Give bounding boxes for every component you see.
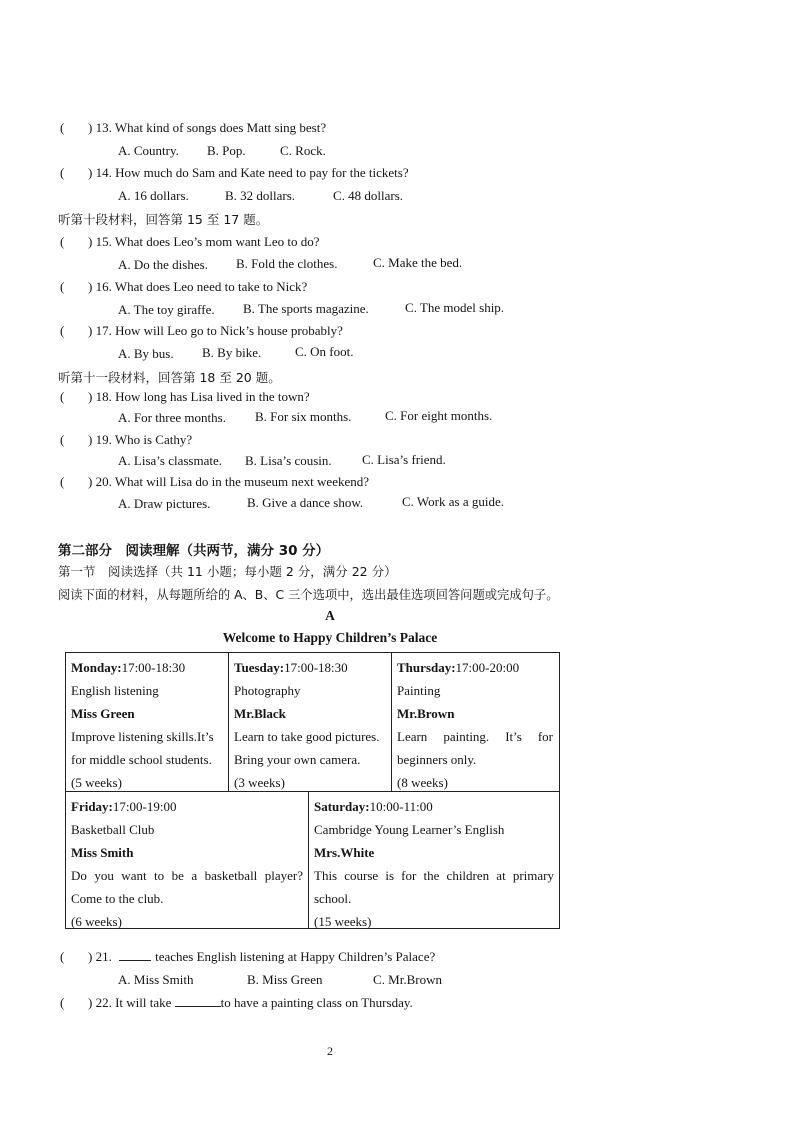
question-text: teaches English listening at Happy Children’s Palace?: [155, 949, 436, 964]
thursday-cell: [392, 653, 558, 791]
course-description: Bring your own camera.: [234, 752, 361, 767]
question-text: How long has Lisa lived in the town?: [115, 389, 310, 404]
question-number: 21.: [95, 949, 112, 964]
tuesday-cell: [229, 653, 391, 791]
course-description: This course is for the children at primary: [314, 868, 554, 883]
option-b: B. Fold the clothes.: [236, 256, 338, 271]
question-text: What does Leo’s mom want Leo to do?: [114, 234, 320, 249]
option-c: C. 48 dollars.: [333, 188, 404, 203]
option-b: B. 32 dollars.: [225, 188, 296, 203]
course-name: Basketball Club: [71, 822, 155, 837]
course-name: Photography: [234, 683, 301, 698]
course-name: Cambridge Young Learner’s English: [314, 822, 505, 837]
option-a: A. By bus.: [118, 346, 174, 361]
instruction-passage-11: 听第十一段材料，回答第 18 至 20 题。: [58, 370, 281, 385]
course-description: Learn painting. It’s for: [397, 729, 553, 744]
answer-paren-open: (: [60, 234, 65, 249]
option-a: A. Draw pictures.: [118, 496, 211, 511]
option-c: C. Lisa’s friend.: [362, 452, 446, 467]
answer-paren-close: ): [88, 474, 93, 489]
answer-blank[interactable]: [175, 1006, 221, 1007]
answer-paren-open: (: [60, 949, 65, 964]
friday-cell: [66, 792, 308, 928]
reading-instruction: 阅读下面的材料，从每题所给的 A、B、C 三个选项中，选出最佳选项回答问题或完成句子。: [58, 588, 559, 602]
course-description: beginners only.: [397, 752, 477, 767]
course-duration: (8 weeks): [397, 775, 448, 790]
question-14: [60, 165, 409, 181]
option-a: A. Do the dishes.: [118, 257, 208, 272]
option-b: B. By bike.: [202, 345, 262, 360]
timetable-row-2: [65, 791, 560, 929]
teacher-name: Mrs.White: [314, 845, 375, 860]
option-c: C. Work as a guide.: [402, 494, 504, 509]
question-16: [60, 279, 307, 295]
page-number: 2: [327, 1044, 333, 1058]
teacher-name: Mr.Black: [234, 706, 286, 721]
course-name: English listening: [71, 683, 159, 698]
question-text: How will Leo go to Nick’s house probably?: [115, 323, 343, 338]
question-text: It will take: [115, 995, 172, 1010]
question-number: 19.: [95, 432, 112, 447]
option-b: B. Give a dance show.: [247, 495, 364, 510]
day-label: Saturday:: [314, 799, 370, 814]
answer-paren-close: ): [88, 120, 93, 135]
course-duration: (3 weeks): [234, 775, 285, 790]
course-description: Improve listening skills.It’s: [71, 729, 214, 744]
course-description: Learn to take good pictures.: [234, 729, 380, 744]
time-range: 17:00-18:30: [121, 660, 186, 675]
option-a: A. The toy giraffe.: [118, 302, 215, 317]
instruction-passage-10: 听第十段材料，回答第 15 至 17 题。: [58, 212, 269, 227]
time-range: 10:00-11:00: [369, 799, 433, 814]
question-22: [60, 995, 413, 1011]
question-text: What does Leo need to take to Nick?: [114, 279, 308, 294]
question-20: [60, 474, 369, 490]
answer-paren-open: (: [60, 474, 65, 489]
question-number: 17.: [95, 323, 112, 338]
option-b: B. The sports magazine.: [243, 301, 369, 316]
answer-paren-close: ): [88, 995, 93, 1010]
option-b: B. For six months.: [255, 409, 352, 424]
day-label: Tuesday:: [234, 660, 285, 675]
course-description: Do you want to be a basketball player?: [71, 868, 303, 883]
day-label: Thursday:: [397, 660, 456, 675]
teacher-name: Mr.Brown: [397, 706, 455, 721]
option-a: A. Miss Smith: [118, 972, 194, 987]
question-text: to have a painting class on Thursday.: [220, 995, 413, 1010]
answer-paren-open: (: [60, 165, 65, 180]
answer-paren-close: ): [88, 323, 93, 338]
course-name: Painting: [397, 683, 441, 698]
option-c: C. Make the bed.: [373, 255, 463, 270]
course-description: school.: [314, 891, 352, 906]
passage-letter: A: [325, 608, 335, 623]
answer-paren-open: (: [60, 995, 65, 1010]
question-number: 13.: [95, 120, 112, 135]
option-a: A. Lisa’s classmate.: [118, 453, 222, 468]
question-number: 22.: [95, 995, 112, 1010]
monday-cell: [66, 653, 228, 791]
part-title: 第二部分 阅读理解（共两节，满分 30 分）: [58, 543, 330, 559]
answer-paren-close: ): [88, 432, 93, 447]
passage-title: Welcome to Happy Children’s Palace: [222, 630, 438, 645]
option-a: A. 16 dollars.: [118, 188, 189, 203]
question-13: [60, 120, 326, 136]
answer-paren-open: (: [60, 389, 65, 404]
section-title: 第一节 阅读选择（共 11 小题；每小题 2 分，满分 22 分）: [58, 564, 397, 579]
day-label: Friday:: [71, 799, 113, 814]
question-number: 15.: [95, 234, 112, 249]
course-duration: (5 weeks): [71, 775, 122, 790]
course-description: for middle school students.: [71, 752, 212, 767]
day-label: Monday:: [71, 660, 122, 675]
time-range: 17:00-18:30: [284, 660, 348, 675]
option-a: A. For three months.: [118, 410, 226, 425]
question-number: 20.: [95, 474, 112, 489]
question-17: [60, 323, 343, 339]
answer-paren-close: ): [88, 279, 93, 294]
question-text: What kind of songs does Matt sing best?: [114, 120, 327, 135]
option-a: A. Country.: [118, 143, 179, 158]
time-range: 17:00-19:00: [112, 799, 177, 814]
question-19: [60, 432, 192, 448]
question-21: [60, 949, 435, 965]
option-c: C. Rock.: [280, 143, 326, 158]
question-text: Who is Cathy?: [114, 432, 193, 447]
question-15: [60, 234, 320, 250]
teacher-name: Miss Smith: [71, 845, 134, 860]
option-c: C. Mr.Brown: [373, 972, 442, 987]
answer-paren-close: ): [88, 165, 93, 180]
question-number: 14.: [95, 165, 112, 180]
answer-paren-close: ): [88, 949, 93, 964]
answer-paren-close: ): [88, 389, 93, 404]
answer-blank[interactable]: [119, 960, 151, 961]
course-description: Come to the club.: [71, 891, 164, 906]
time-range: 17:00-20:00: [455, 660, 520, 675]
option-b: B. Lisa’s cousin.: [245, 453, 332, 468]
option-c: C. On foot.: [295, 344, 354, 359]
answer-paren-close: ): [88, 234, 93, 249]
answer-paren-open: (: [60, 279, 65, 294]
question-number: 16.: [95, 279, 112, 294]
answer-paren-open: (: [60, 432, 65, 447]
answer-paren-open: (: [60, 323, 65, 338]
timetable-row-1: [65, 652, 560, 792]
question-text: How much do Sam and Kate need to pay for the tickets?: [115, 165, 409, 180]
question-text: What will Lisa do in the museum next weekend?: [114, 474, 370, 489]
option-b: B. Pop.: [207, 143, 246, 158]
teacher-name: Miss Green: [71, 706, 135, 721]
option-c: C. For eight months.: [385, 408, 493, 423]
question-18: [60, 389, 310, 405]
option-c: C. The model ship.: [405, 300, 505, 315]
course-duration: (15 weeks): [314, 914, 372, 929]
course-duration: (6 weeks): [71, 914, 122, 929]
answer-paren-open: (: [60, 120, 65, 135]
option-b: B. Miss Green: [247, 972, 323, 987]
question-number: 18.: [95, 389, 112, 404]
saturday-cell: [309, 792, 559, 928]
